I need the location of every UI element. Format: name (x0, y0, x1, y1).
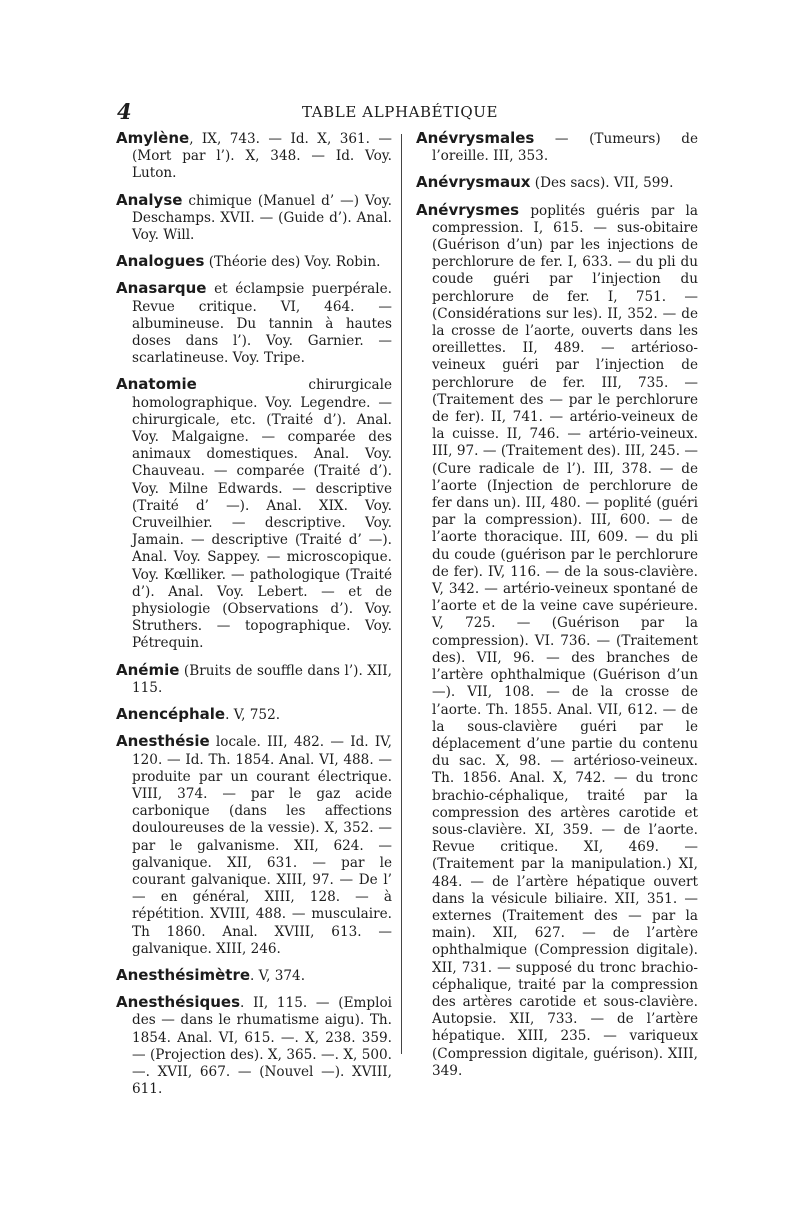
right-column (416, 130, 698, 1089)
index-entry (116, 253, 392, 271)
entry-headword: Anesthésie (116, 732, 210, 751)
entry-headword: Anévrysmes (416, 200, 520, 219)
entry-body: . V, 374. (250, 967, 306, 984)
column-divider (401, 134, 402, 1054)
entry-headword: Anévrysmales (416, 129, 535, 147)
entry-body: , IX, 743. — Id. X, 361. — (Mort par l’). X, 348. — Id. Voy. Luton. (132, 131, 392, 182)
entry-body: chimique (Manuel d’ —) Voy. Deschamps. XVII. — (Guide d’). Anal. Voy. Will. (132, 192, 392, 244)
entry-body: chirurgicale homolographique. Voy. Legendre. — chirurgicale, etc. (Traité d’). Anal. Voy. Malgaigne. — comparée des animaux domestiques. Anal. Voy. Chauveau. — comparée (Traité d’). Voy. Milne Edwards. — descriptive (Traité d’ —). Anal. XIX. Voy. Cruveilhier. — descriptive. Voy. Jamain. — descriptive (Traité d’ —). Anal. Voy. Sappey. — microscopique. Voy. Kœlliker. — pathologique (Traité d’). Anal. Voy. Lebert. — et de physiologie (Observations d’). Voy. Struthers. — topographique. Voy. Pétrequin. (132, 377, 392, 652)
entry-body: (Théorie des) Voy. Robin. (204, 254, 381, 271)
index-entry (416, 174, 698, 192)
entry-headword: Anesthésimètre (116, 965, 251, 984)
entry-headword: Anesthésiques (116, 993, 240, 1012)
index-entry (116, 994, 392, 1098)
entry-body: — (Tumeurs) de l’oreille. III, 353. (432, 131, 698, 165)
page-number: 4 (117, 99, 132, 124)
index-entry (116, 662, 392, 697)
index-entry (116, 376, 392, 652)
entry-headword: Anémie (116, 660, 180, 679)
entry-body: et éclampsie puerpérale. Revue critique. VI, 464. — albumineuse. Du tannin à hautes doses dans l’). Voy. Garnier. — scarlatineuse. Voy. Tripe. (132, 281, 392, 367)
entry-headword: Anévrysmaux (416, 173, 531, 192)
entry-headword: Analogues (116, 252, 205, 271)
entry-body: (Bruits de souffle dans l’). XII, 115. (132, 662, 392, 696)
index-entry (116, 706, 392, 724)
index-entry (416, 130, 698, 165)
index-entry (116, 280, 392, 367)
entry-body: . II, 115. — (Emploi des — dans le rhumatisme aigu). Th. 1854. Anal. VI, 615. —. X, 238. 359. — (Projection des). X, 365. —. X, 500. —. XVII, 667. — (Nouvel —). XVIII, 611. (132, 995, 392, 1098)
index-entry (116, 967, 392, 985)
running-title: TABLE ALPHABÉTIQUE (301, 103, 499, 121)
entry-body: (Des sacs). VII, 599. (530, 175, 674, 192)
entry-headword: Anasarque (116, 279, 207, 298)
entry-headword: Analyse (116, 190, 183, 209)
entry-body: . V, 752. (225, 707, 281, 724)
left-column (116, 130, 392, 1107)
entry-headword: Anencéphale (116, 705, 226, 724)
entry-headword: Anatomie (116, 375, 197, 394)
entry-headword: Amylène (116, 129, 190, 147)
index-entry (116, 192, 392, 245)
index-entry (116, 733, 392, 958)
index-entry (116, 130, 392, 183)
entry-body: poplités guéris par la compression. I, 615. — sus-obitaire (Guérison d’un) par les injections de perchlorure de fer. I, 633. — du pli du coude guéri par l’injection du perchlorure de fer. I, 751. — (Considérations sur les). II, 352. — de la crosse de l’aorte, ouverts dans les oreillettes. II, 489. — artérioso-veineux guéri par l’injection de perchlorure de fer. III, 735. — (Traitement des — par le perchlorure de fer). II, 741. — artério-veineux de la cuisse. II, 746. — artério-veineux. III, 97. — (Traitement des). III, 245. — (Cure radicale de l’). III, 378. — de l’aorte (Injection de perchlorure de fer dans un). III, 480. — poplité (guéri par la compression). III, 600. — de l’aorte thoracique. III, 609. — du pli du coude (guérison par le perchlorure de fer). IV, 116. — de la sous-clavière. V, 342. — artério-veineux spontané de l’aorte et de la veine cave supérieure. V, 725. — (Guérison par la compression). VI. 736. — (Traitement des). VII, 96. — des branches de l’artère ophthalmique (Guérison d’un —). VII, 108. — de la crosse de l’aorte. Th. 1855. Anal. VII, 612. — de la sous-clavière guéri par le déplacement d’une partie du contenu du sac. X, 98. — artérioso-veineux. Th. 1856. Anal. X, 742. — du tronc brachio-céphalique, traité par la compression des artères carotide et sous-clavière. XI, 359. — de l’aorte. Revue critique. XI, 469. — (Traitement par la manipulation.) XI, 484. — de l’artère hépatique ouvert dans la vésicule biliaire. XII, 351. — externes (Traitement des — par la main). XII, 627. — de l’artère ophthalmique (Compression digitale). XII, 731. — supposé du tronc brachio-céphalique, traité par la compression des artères carotide et sous-clavière. Autopsie. XII, 733. — de l’artère hépatique. XIII, 235. — variqueux (Compression digitale, guérison). XIII, 349. (432, 202, 698, 1079)
entry-body: locale. III, 482. — Id. IV, 120. — Id. Th. 1854. Anal. VI, 488. — produite par un courant électrique. VIII, 374. — par le gaz acide carbonique (dans les affections douloureuses de la vessie). X, 352. — par le galvanisme. XII, 624. — galvanique. XII, 631. — par le courant galvanique. XIII, 97. — De l’ — en général, XIII, 128. — à répétition. XVIII, 488. — musculaire. Th 1860. Anal. XVIII, 613. — galvanique. XIII, 246. (132, 734, 392, 957)
index-entry (416, 202, 698, 1080)
